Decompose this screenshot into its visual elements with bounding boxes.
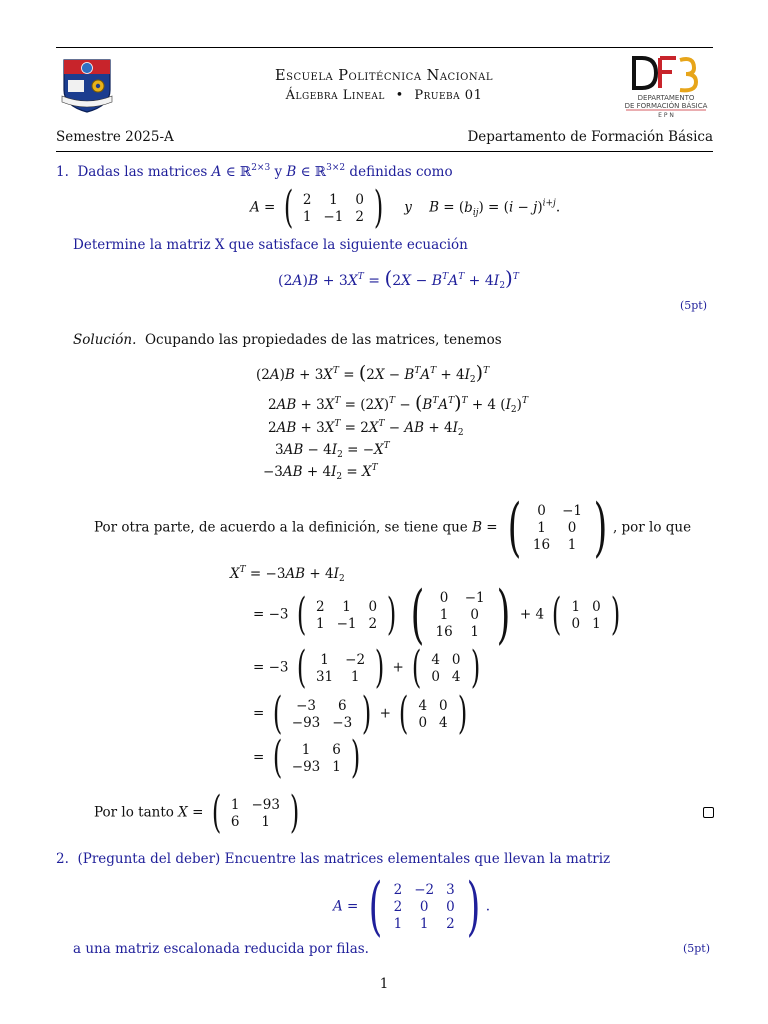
matrix-i2: ( 1 0 0 1 ) bbox=[552, 589, 621, 640]
matrix-4i-2: ( 4 0 0 4 ) bbox=[399, 688, 467, 739]
solution-label: Solución. bbox=[73, 332, 137, 348]
otra-parte-text: Por otra parte, de acuerdo a la definición, se tiene que B = bbox=[94, 519, 498, 536]
q2-text: (Pregunta del deber) Encuentre las matrices elementales que llevan la matriz bbox=[77, 851, 611, 867]
matrix-b-entry: 1 bbox=[567, 537, 577, 553]
matrix-a-q2-entry: −2 bbox=[414, 882, 435, 898]
matrix-ab-entry: 1 bbox=[320, 651, 329, 668]
matrix-xt-table bbox=[286, 741, 347, 775]
qed-square-icon bbox=[703, 807, 714, 818]
svg-text:E P N: E P N bbox=[658, 112, 674, 118]
matrix-b: ( 0 −1 1 0 16 1 ) bbox=[507, 491, 608, 565]
matrix-x-entry: 1 bbox=[230, 796, 240, 813]
q1-statement: 1. Dadas las matrices A ∈ ℝ$^{2\times 3}$ y B ∈ ℝ$^{3\times 2}$ definidas como bbox=[56, 163, 453, 180]
matrix-a-calc-entry: 1 bbox=[342, 598, 351, 615]
matrix-b-calc-entry: 1 bbox=[470, 624, 479, 640]
matrix-a-entry: 2 bbox=[302, 191, 312, 208]
matrix-4i-entry: 0 bbox=[451, 651, 461, 668]
matrix-a-q2-entry: 2 bbox=[393, 882, 403, 898]
matrix-4i-1: ( 4 0 0 4 ) bbox=[412, 642, 480, 693]
matrix-a-calc-entry: 2 bbox=[315, 598, 325, 615]
matrix-a-calc-entry: 2 bbox=[368, 615, 378, 632]
calc-line-1: $X^T = -3AB + 4I_2$ bbox=[230, 565, 345, 584]
matrix-4i-entry: 0 bbox=[418, 714, 428, 731]
matrix-ab-table bbox=[310, 651, 371, 685]
matrix-a-q2-entry: 3 bbox=[446, 882, 455, 898]
matrix-b-entry: 0 bbox=[567, 520, 577, 536]
matrix-a-calc-table bbox=[310, 598, 383, 632]
matrix-xt-entry: 1 bbox=[332, 758, 341, 775]
matrix-a-q2-entry: 0 bbox=[419, 899, 429, 915]
institution-title: Escuela Politécnica Nacional bbox=[275, 68, 493, 84]
matrix-ab-entry: 31 bbox=[315, 668, 334, 685]
q2-statement bbox=[56, 851, 610, 867]
course-name: Álgebra Lineal bbox=[285, 88, 385, 103]
matrix-ab-entry: −2 bbox=[345, 651, 366, 668]
step-1: $(2A)B + 3X^T = (2X - B^TA^T + 4I_2)^T$ bbox=[256, 362, 490, 385]
matrix-b-entry: 1 bbox=[537, 520, 546, 536]
course-title bbox=[0, 88, 768, 103]
header-top-rule bbox=[56, 47, 713, 48]
matrix-b-calc-entry: 16 bbox=[435, 624, 453, 640]
matrix-neg3ab-entry: −93 bbox=[291, 714, 321, 731]
matrix-a-q2-entry: 1 bbox=[419, 916, 429, 932]
matrix-a-entry: 1 bbox=[329, 191, 338, 208]
matrix-4i-table bbox=[425, 651, 466, 685]
q2-points: (5pt) bbox=[682, 942, 710, 955]
matrix-neg3ab-entry: 6 bbox=[337, 697, 347, 714]
calc-line-2: = −3 ( 2 1 0 1 −1 2 ) ( 0 −1 1 0 16 1 ) + 4 ( 1 0 0 1 ) bbox=[253, 583, 624, 647]
calc-line-3: = −3 ( 1 −2 31 1 ) + ( 4 0 0 4 ) bbox=[253, 646, 484, 690]
epn-logo bbox=[58, 56, 116, 114]
q2-matrix-line: A = ( 2 −2 3 2 0 0 1 1 2 ) . bbox=[333, 870, 490, 944]
matrix-a-q2-table bbox=[388, 882, 461, 933]
semester-label: Semestre 2025-A bbox=[56, 129, 174, 145]
title-bullet: • bbox=[395, 88, 404, 103]
matrix-a-entry: −1 bbox=[323, 208, 344, 225]
conclusion-line: Por lo tanto X = ( 1 −93 6 1 ) bbox=[94, 791, 303, 835]
step-2: $2AB + 3X^T = (2X)^T - (B^TA^T)^T + 4$ $(I_2)^T$ bbox=[268, 392, 528, 415]
matrix-xt-entry: 6 bbox=[332, 741, 341, 758]
q1-task: Determine la matriz X que satisface la siguiente ecuación bbox=[73, 237, 468, 253]
matrix-4i-entry: 0 bbox=[439, 697, 448, 714]
exam-name: Prueba 01 bbox=[414, 88, 483, 103]
otra-parte-line bbox=[94, 491, 692, 565]
step-5: $-3AB + 4I_2 = X^T$ bbox=[263, 463, 378, 482]
matrix-ab-entry: 1 bbox=[350, 668, 360, 685]
matrix-4i-entry: 4 bbox=[451, 668, 461, 685]
matrix-b-calc-table bbox=[430, 590, 491, 641]
solution-intro-text: Ocupando las propiedades de las matrices, tenemos bbox=[144, 332, 502, 348]
svg-text:DEPARTAMENTO: DEPARTAMENTO bbox=[637, 94, 695, 102]
matrix-x-entry: 1 bbox=[261, 813, 271, 830]
calc-line-5: = ( 1 6 −93 1 ) bbox=[253, 736, 364, 780]
matrix-i2-entry: 0 bbox=[592, 598, 601, 615]
matrix-b-entry: 16 bbox=[532, 537, 551, 553]
matrix-i2-entry: 0 bbox=[571, 615, 581, 632]
matrix-a-q2-entry: 2 bbox=[446, 916, 455, 932]
matrix-a-q2: ( 2 −2 3 2 0 0 1 1 2 ) bbox=[368, 870, 481, 944]
dfb-logo bbox=[620, 56, 712, 118]
matrix-xt-entry: 1 bbox=[301, 741, 311, 758]
matrix-4i-entry: 4 bbox=[431, 651, 440, 668]
q1-definitions: A = ( 2 1 0 1 −1 2 ) y $B = (b_{ij}) = (i - j)^{i+j}$. bbox=[250, 182, 561, 233]
q2-number: 2. bbox=[56, 851, 69, 867]
matrix-b-entry: −1 bbox=[562, 503, 582, 519]
matrix-a-calc-entry: 0 bbox=[368, 598, 378, 615]
matrix-4i-entry: 0 bbox=[431, 668, 440, 685]
matrix-4i-entry: 4 bbox=[439, 714, 448, 731]
matrix-a-q2-entry: 1 bbox=[393, 916, 403, 932]
matrix-b-calc: ( 0 −1 1 0 16 1 ) bbox=[410, 578, 510, 652]
matrix-a-calc: ( 2 1 0 1 −1 2 ) bbox=[296, 589, 397, 640]
matrix-x: ( 1 −93 6 1 ) bbox=[211, 787, 300, 838]
matrix-4i-entry: 4 bbox=[418, 697, 428, 714]
step-3: $2AB + 3X^T = 2X^T$ − AB + $4I_2$ bbox=[268, 419, 464, 438]
matrix-a-entry: 0 bbox=[355, 191, 364, 208]
department-label: Departamento de Formación Básica bbox=[467, 129, 713, 145]
matrix-a-q2-entry: 2 bbox=[393, 899, 403, 915]
matrix-neg3ab-entry: −3 bbox=[332, 714, 353, 731]
matrix-b-calc-entry: 0 bbox=[470, 607, 479, 623]
q2-tail: a una matriz escalonada reducida por filas. bbox=[73, 941, 369, 957]
matrix-ab: ( 1 −2 31 1 ) bbox=[296, 642, 385, 693]
matrix-x-entry: 6 bbox=[230, 813, 240, 830]
matrix-x-entry: −93 bbox=[251, 796, 280, 813]
matrix-i2-entry: 1 bbox=[592, 615, 601, 632]
matrix-b-calc-entry: −1 bbox=[464, 590, 485, 606]
svg-text:DE FORMACIÓN BÁSICA: DE FORMACIÓN BÁSICA bbox=[624, 102, 708, 110]
matrix-b-calc-entry: 1 bbox=[439, 607, 449, 623]
matrix-4i-table bbox=[412, 697, 453, 731]
solution-intro bbox=[73, 332, 502, 348]
matrix-b-calc-entry: 0 bbox=[439, 590, 449, 606]
matrix-x-table bbox=[225, 796, 286, 830]
matrix-neg3ab: ( −3 6 −93 −3 ) bbox=[272, 688, 372, 739]
matrix-xt-entry: −93 bbox=[291, 758, 321, 775]
matrix-a-table bbox=[297, 191, 370, 225]
matrix-a-q2-entry: 0 bbox=[446, 899, 455, 915]
otra-parte-post: , por lo que bbox=[612, 519, 692, 536]
header-bottom-rule bbox=[56, 151, 713, 152]
matrix-xt: ( 1 6 −93 1 ) bbox=[272, 732, 361, 783]
step-4: $3AB - 4I_2 = -X^T$ bbox=[275, 441, 390, 460]
matrix-a: ( 2 1 0 1 −1 2 ) bbox=[283, 182, 384, 233]
matrix-a-entry: 1 bbox=[302, 208, 312, 225]
q1-number: 1. bbox=[56, 164, 69, 180]
matrix-i2-entry: 1 bbox=[571, 598, 581, 615]
calc-line-4: = ( −3 6 −93 −3 ) + ( 4 0 0 4 ) bbox=[253, 692, 471, 736]
q1-points: (5pt) bbox=[679, 299, 707, 312]
matrix-a-entry: 2 bbox=[355, 208, 364, 225]
matrix-i2-table bbox=[566, 598, 607, 632]
matrix-a-calc-entry: 1 bbox=[315, 615, 325, 632]
matrix-b-table bbox=[527, 503, 588, 554]
matrix-neg3ab-table bbox=[286, 697, 358, 731]
matrix-a-calc-entry: −1 bbox=[336, 615, 357, 632]
page-number: 1 bbox=[379, 976, 389, 992]
matrix-b-entry: 0 bbox=[537, 503, 546, 519]
matrix-neg3ab-entry: −3 bbox=[296, 697, 316, 714]
q1-equation: $(2A)B + 3X^T = (2X - B^TA^T + 4I_2)^T$ bbox=[278, 266, 519, 291]
